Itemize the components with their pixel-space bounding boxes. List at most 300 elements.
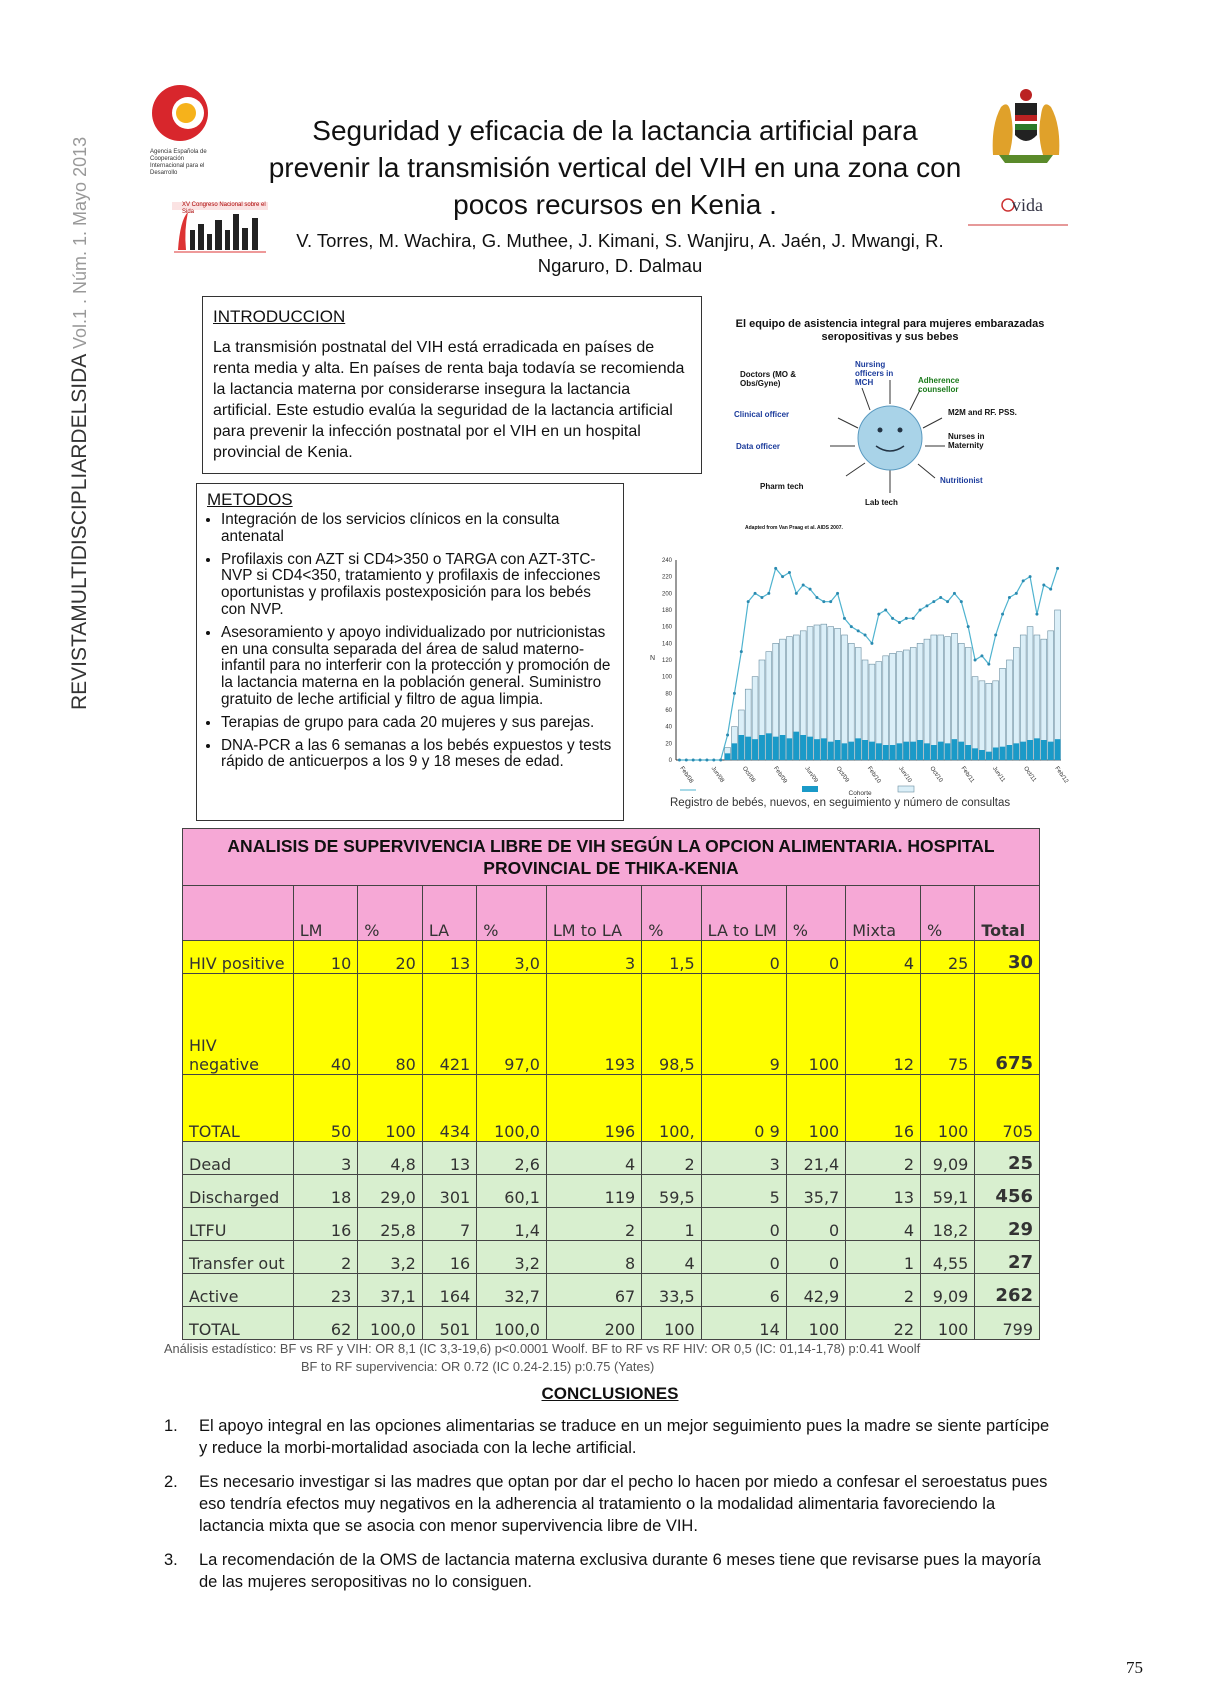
bar-nuevos bbox=[869, 742, 875, 760]
table-cell: 100, bbox=[642, 1075, 701, 1142]
table-cell: 33,5 bbox=[642, 1274, 701, 1307]
bar-nuevos bbox=[848, 742, 854, 760]
point-consultas bbox=[836, 592, 839, 595]
table-cell: 40 bbox=[293, 974, 358, 1075]
point-consultas bbox=[685, 759, 688, 762]
bar-seguimiento bbox=[1020, 635, 1026, 760]
table-cell: 3,2 bbox=[477, 1241, 547, 1274]
y-tick-label: 160 bbox=[661, 624, 672, 631]
table-header: LM bbox=[293, 886, 358, 941]
point-consultas bbox=[767, 592, 770, 595]
table-cell: 196 bbox=[546, 1075, 641, 1142]
table-cell: 13 bbox=[422, 941, 476, 974]
table-cell: 62 bbox=[293, 1307, 358, 1340]
table-cell: 100 bbox=[358, 1075, 423, 1142]
point-consultas bbox=[987, 663, 990, 666]
x-tick-label: Jun/08 bbox=[709, 765, 725, 784]
table-cell: 67 bbox=[546, 1274, 641, 1307]
table-cell: 2 bbox=[846, 1274, 921, 1307]
table-cell: 35,7 bbox=[786, 1175, 845, 1208]
table-cell: 2 bbox=[293, 1241, 358, 1274]
bar-seguimiento bbox=[979, 681, 985, 760]
bar-nuevos bbox=[1048, 742, 1054, 760]
table-cell: 80 bbox=[358, 974, 423, 1075]
point-consultas bbox=[754, 592, 757, 595]
row-label: TOTAL bbox=[183, 1307, 294, 1340]
table-header: % bbox=[477, 886, 547, 941]
table-cell: 200 bbox=[546, 1307, 641, 1340]
table-cell: 12 bbox=[846, 974, 921, 1075]
bar-nuevos bbox=[752, 739, 758, 760]
team-label: Doctors (MO & Obs/Gyne) bbox=[740, 370, 796, 388]
bar-nuevos bbox=[738, 735, 744, 760]
point-consultas bbox=[1008, 596, 1011, 599]
table-cell: 6 bbox=[701, 1274, 786, 1307]
table-cell: 75 bbox=[921, 974, 975, 1075]
point-consultas bbox=[905, 617, 908, 620]
y-tick-label: 220 bbox=[661, 574, 672, 581]
introduction-text: La transmisión postnatal del VIH está erradicada en países de renta media y alta. En países de renta baja todavía se recomienda la lactancia materna por considerarse insegura la lactancia artificial. Este estudio evalúa la seguridad de la lactancia artificial para prevenir la infección postnatal por el VIH en un hospital provincial de Kenia. bbox=[213, 339, 685, 461]
chart-caption: Registro de bebés, nuevos, en seguimiento y número de consultas bbox=[670, 797, 1011, 809]
conclusion-text: La recomendación de la OMS de lactancia materna exclusiva durante 6 meses tiene que revisarse pues la mayoría de las mujeres seropositivas no lo consiguen. bbox=[199, 1551, 1041, 1591]
table-cell: 501 bbox=[422, 1307, 476, 1340]
table-header: % bbox=[786, 886, 845, 941]
table-cell: 100 bbox=[921, 1307, 975, 1340]
vida-text: vida bbox=[1012, 195, 1043, 215]
bar-nuevos bbox=[1007, 745, 1013, 760]
kenya-coat-of-arms bbox=[985, 85, 1067, 165]
bar-nuevos bbox=[793, 732, 799, 760]
stats-line: Análisis estadístico: BF vs RF y VIH: OR 8,1 (IC 3,3-19,6) p<0.0001 Woolf. BF to RF vs RF HIV: OR 0,5 (IC: 01,14-1,78) p:0.41 Woolf bbox=[164, 1341, 921, 1356]
point-consultas bbox=[822, 600, 825, 603]
table-cell: 100 bbox=[786, 974, 845, 1075]
table-cell: 4 bbox=[642, 1241, 701, 1274]
table-cell: 421 bbox=[422, 974, 476, 1075]
survival-table bbox=[182, 828, 1040, 1340]
conclusion-item bbox=[164, 1471, 1054, 1537]
table-cell: 100 bbox=[786, 1075, 845, 1142]
table-cell: 5 bbox=[701, 1175, 786, 1208]
table-header: Mixta bbox=[846, 886, 921, 941]
point-consultas bbox=[925, 604, 928, 607]
bar-nuevos bbox=[807, 737, 813, 760]
statistical-analysis bbox=[164, 1340, 1064, 1376]
x-tick-label: Oct/09 bbox=[834, 765, 850, 784]
point-consultas bbox=[843, 617, 846, 620]
congreso-logo bbox=[170, 200, 270, 270]
point-consultas bbox=[912, 617, 915, 620]
table-cell: 42,9 bbox=[786, 1274, 845, 1307]
table-row bbox=[183, 1175, 1040, 1208]
vida-logo bbox=[968, 193, 1068, 233]
point-consultas bbox=[864, 634, 867, 637]
methods-item: • Asesoramiento y apoyo individualizado por nutricionistas en una consulta separada del área de salud materno-infantil para no interferir con la protección y promoción de la lactancia materna en la población general. Suministro gratuito de leche artificial y filtro de agua limpia. bbox=[221, 625, 613, 709]
aecid-text: Agencia Española de Cooperación Internacional para el Desarrollo bbox=[150, 149, 207, 176]
x-tick-label: Feb/10 bbox=[865, 765, 882, 785]
x-tick-label: Oct/08 bbox=[740, 765, 756, 784]
bar-nuevos bbox=[835, 740, 841, 760]
bar-nuevos bbox=[876, 743, 882, 760]
team-source: Adapted from Van Praag et al. AIDS 2007. bbox=[745, 525, 843, 531]
bar-nuevos bbox=[1020, 742, 1026, 760]
y-tick-label: 20 bbox=[665, 741, 672, 748]
table-cell: 4 bbox=[846, 941, 921, 974]
table-cell: 32,7 bbox=[477, 1274, 547, 1307]
methods-item: • DNA-PCR a las 6 semanas a los bebés expuestos y tests rápido de anticuerpos a los 9 y 18 meses de edad. bbox=[221, 738, 613, 772]
table-cell: 1 bbox=[846, 1241, 921, 1274]
table-cell: 4,8 bbox=[358, 1142, 423, 1175]
bar-seguimiento bbox=[945, 637, 951, 760]
bar-nuevos bbox=[1027, 740, 1033, 760]
bar-seguimiento bbox=[965, 648, 971, 761]
y-tick-label: 60 bbox=[665, 708, 672, 714]
row-label: Discharged bbox=[183, 1175, 294, 1208]
y-tick-label: 80 bbox=[665, 691, 672, 698]
point-consultas bbox=[974, 659, 977, 662]
table-cell: 25,8 bbox=[358, 1208, 423, 1241]
table-cell: 301 bbox=[422, 1175, 476, 1208]
bar-nuevos bbox=[1013, 743, 1019, 760]
table-cell: 37,1 bbox=[358, 1274, 423, 1307]
table-cell: 0 bbox=[786, 941, 845, 974]
row-label: TOTAL bbox=[183, 1075, 294, 1142]
introduction-box bbox=[202, 296, 702, 474]
point-consultas bbox=[967, 625, 970, 628]
table-cell: 2 bbox=[546, 1208, 641, 1241]
point-consultas bbox=[781, 575, 784, 578]
team-label: Nurses in Maternity bbox=[948, 432, 985, 450]
point-consultas bbox=[733, 692, 736, 695]
bar-nuevos bbox=[759, 735, 765, 760]
conclusion-number: 3. bbox=[164, 1551, 178, 1569]
team-label: Nursing officers in MCH bbox=[855, 360, 894, 387]
y-tick-label: 100 bbox=[661, 674, 672, 681]
aecid-logo bbox=[150, 82, 220, 182]
table-header bbox=[183, 886, 294, 941]
table-row bbox=[183, 1208, 1040, 1241]
stats-line: BF to RF supervivencia: OR 0.72 (IC 0.24-2.15) p:0.75 (Yates) bbox=[301, 1359, 655, 1374]
table-cell: 119 bbox=[546, 1175, 641, 1208]
point-consultas bbox=[898, 621, 901, 624]
x-tick-label: Feb/12 bbox=[1053, 765, 1069, 785]
bar-seguimiento bbox=[924, 639, 930, 760]
table-header: % bbox=[642, 886, 701, 941]
table-cell: 59,5 bbox=[642, 1175, 701, 1208]
table-header: LM to LA bbox=[546, 886, 641, 941]
y-tick-label: 180 bbox=[661, 608, 672, 614]
bar-seguimiento bbox=[972, 677, 978, 760]
point-consultas bbox=[870, 642, 873, 645]
row-total: 675 bbox=[975, 974, 1040, 1075]
table-cell: 50 bbox=[293, 1075, 358, 1142]
bar-seguimiento bbox=[883, 656, 889, 760]
point-consultas bbox=[953, 592, 956, 595]
point-consultas bbox=[788, 571, 791, 574]
bar-nuevos bbox=[938, 742, 944, 760]
table-cell: 59,1 bbox=[921, 1175, 975, 1208]
bar-nuevos bbox=[787, 738, 793, 760]
row-total: 799 bbox=[975, 1307, 1040, 1340]
journal-name: REVISTAMULTIDISCIPLIARDELSIDA bbox=[68, 354, 91, 710]
bar-nuevos bbox=[903, 742, 909, 760]
table-cell: 25 bbox=[921, 941, 975, 974]
point-consultas bbox=[1001, 613, 1004, 616]
bar-nuevos bbox=[821, 738, 827, 760]
point-consultas bbox=[891, 617, 894, 620]
bar-nuevos bbox=[780, 735, 786, 760]
table-header: LA to LM bbox=[701, 886, 786, 941]
table-cell: 21,4 bbox=[786, 1142, 845, 1175]
table-cell: 100,0 bbox=[477, 1075, 547, 1142]
methods-box bbox=[196, 483, 624, 821]
bar-nuevos bbox=[931, 745, 937, 760]
table-cell: 10 bbox=[293, 941, 358, 974]
point-consultas bbox=[774, 567, 777, 570]
point-consultas bbox=[994, 634, 997, 637]
point-consultas bbox=[980, 654, 983, 657]
row-total: 30 bbox=[975, 941, 1040, 974]
table-header: Total bbox=[975, 886, 1040, 941]
table-cell: 0 bbox=[786, 1241, 845, 1274]
point-consultas bbox=[960, 600, 963, 603]
bar-seguimiento bbox=[1000, 668, 1006, 760]
bar-nuevos bbox=[842, 743, 848, 760]
point-consultas bbox=[815, 596, 818, 599]
bar-nuevos bbox=[1041, 740, 1047, 760]
table-cell: 9,09 bbox=[921, 1142, 975, 1175]
x-tick-label: Oct/11 bbox=[1022, 765, 1037, 784]
y-tick-label: 140 bbox=[661, 641, 672, 648]
table-row bbox=[183, 1241, 1040, 1274]
table-row bbox=[183, 974, 1040, 1075]
table-cell: 434 bbox=[422, 1075, 476, 1142]
point-consultas bbox=[1049, 588, 1052, 591]
point-consultas bbox=[1022, 579, 1025, 582]
bar-seguimiento bbox=[1013, 648, 1019, 761]
table-cell: 23 bbox=[293, 1274, 358, 1307]
table-cell: 1,5 bbox=[642, 941, 701, 974]
point-consultas bbox=[760, 596, 763, 599]
table-cell: 3 bbox=[546, 941, 641, 974]
methods-heading: METODOS bbox=[207, 490, 293, 509]
table-cell: 100 bbox=[642, 1307, 701, 1340]
bar-seguimiento bbox=[828, 627, 834, 760]
table-header: % bbox=[921, 886, 975, 941]
bar-nuevos bbox=[890, 745, 896, 760]
bar-nuevos bbox=[862, 740, 868, 760]
table-row bbox=[183, 1307, 1040, 1340]
table-cell: 0 bbox=[701, 1208, 786, 1241]
x-axis-label: Cohorte bbox=[848, 790, 872, 795]
point-consultas bbox=[802, 584, 805, 587]
point-consultas bbox=[939, 596, 942, 599]
team-label: M2M and RF. PSS. bbox=[948, 408, 1017, 417]
team-label: Nutritionist bbox=[940, 476, 983, 485]
point-consultas bbox=[692, 759, 695, 762]
x-tick-label: Jun/11 bbox=[990, 765, 1006, 784]
table-cell: 16 bbox=[846, 1075, 921, 1142]
table-cell: 16 bbox=[422, 1241, 476, 1274]
bar-nuevos bbox=[917, 740, 923, 760]
table-cell: 2 bbox=[846, 1142, 921, 1175]
table-cell: 9 bbox=[701, 974, 786, 1075]
legend-swatch-seguimiento bbox=[898, 786, 914, 792]
x-tick-label: Feb/08 bbox=[678, 765, 694, 785]
cohort-chart bbox=[640, 550, 1070, 810]
table-header: LA bbox=[422, 886, 476, 941]
row-total: 29 bbox=[975, 1208, 1040, 1241]
table-row bbox=[183, 1274, 1040, 1307]
team-label: Lab tech bbox=[865, 498, 898, 507]
table-cell: 193 bbox=[546, 974, 641, 1075]
bar-nuevos bbox=[993, 748, 999, 761]
legend-swatch-nuevos bbox=[802, 786, 818, 792]
table-cell: 3,2 bbox=[358, 1241, 423, 1274]
team-diagram-graphic bbox=[720, 318, 1060, 543]
point-consultas bbox=[857, 629, 860, 632]
bar-seguimiento bbox=[890, 653, 896, 760]
conclusion-number: 2. bbox=[164, 1473, 178, 1491]
x-tick-label: Jun/10 bbox=[897, 765, 913, 784]
table-row bbox=[183, 941, 1040, 974]
point-consultas bbox=[712, 759, 715, 762]
table-cell: 1 bbox=[642, 1208, 701, 1241]
bar-seguimiento bbox=[842, 635, 848, 760]
bar-nuevos bbox=[965, 745, 971, 760]
care-team-diagram bbox=[720, 318, 1060, 543]
introduction-heading: INTRODUCCION bbox=[213, 307, 346, 326]
table-cell: 2 bbox=[642, 1142, 701, 1175]
point-consultas bbox=[1056, 567, 1059, 570]
conclusions-list bbox=[164, 1415, 1054, 1605]
table-row bbox=[183, 1075, 1040, 1142]
table-cell: 22 bbox=[846, 1307, 921, 1340]
table-cell: 0 9 bbox=[701, 1075, 786, 1142]
conclusion-text: El apoyo integral en las opciones alimentarias se traduce en un mejor seguimiento pues la madre se siente partícipe y reduce la morbi-mortalidad asociada con la leche artificial. bbox=[199, 1417, 1050, 1457]
table-cell: 16 bbox=[293, 1208, 358, 1241]
bar-seguimiento bbox=[931, 635, 937, 760]
bar-nuevos bbox=[855, 738, 861, 760]
table-row bbox=[183, 1142, 1040, 1175]
journal-volume: Vol.1 . Núm. 1. Mayo 2013 bbox=[70, 136, 90, 349]
point-consultas bbox=[795, 592, 798, 595]
table-header: % bbox=[358, 886, 423, 941]
authors: V. Torres, M. Wachira, G. Muthee, J. Kimani, S. Wanjiru, A. Jaén, J. Mwangi, R. Ngaruro, D. Dalmau bbox=[296, 230, 944, 276]
bar-nuevos bbox=[725, 753, 731, 760]
point-consultas bbox=[809, 588, 812, 591]
row-label: Active bbox=[183, 1274, 294, 1307]
table-cell: 100,0 bbox=[477, 1307, 547, 1340]
team-label: Adherence counsellor bbox=[918, 376, 960, 394]
x-tick-label: Oct/10 bbox=[928, 765, 944, 784]
row-label: Dead bbox=[183, 1142, 294, 1175]
table-cell: 98,5 bbox=[642, 974, 701, 1075]
point-consultas bbox=[829, 600, 832, 603]
table-cell: 3 bbox=[293, 1142, 358, 1175]
bar-nuevos bbox=[924, 743, 930, 760]
row-total: 456 bbox=[975, 1175, 1040, 1208]
point-consultas bbox=[705, 759, 708, 762]
conclusions-heading: CONCLUSIONES bbox=[541, 1384, 679, 1403]
x-tick-label: Feb/11 bbox=[959, 765, 975, 785]
table-cell: 100 bbox=[786, 1307, 845, 1340]
table-cell: 13 bbox=[422, 1142, 476, 1175]
team-diagram-title: El equipo de asistencia integral para mujeres embarazadas seropositivas y sus bebes bbox=[735, 318, 1045, 343]
conclusion-text: Es necesario investigar si las madres que optan por dar el pecho lo hacen por miedo a confesar el seroestatus pues eso tendría efectos muy negativos en la adherencia al tratamiento o la modalidad alimentaria favoreciendo la lactancia mixta que se asocia con menor supervivencia libre de VIH. bbox=[199, 1473, 1048, 1535]
table-cell: 0 bbox=[786, 1208, 845, 1241]
table-cell: 7 bbox=[422, 1208, 476, 1241]
point-consultas bbox=[726, 734, 729, 737]
conclusion-item bbox=[164, 1415, 1054, 1459]
methods-list bbox=[207, 512, 613, 771]
bar-seguimiento bbox=[1048, 631, 1054, 760]
table-cell: 3 bbox=[701, 1142, 786, 1175]
table-cell: 60,1 bbox=[477, 1175, 547, 1208]
row-label: LTFU bbox=[183, 1208, 294, 1241]
table-cell: 3,0 bbox=[477, 941, 547, 974]
table-cell: 18,2 bbox=[921, 1208, 975, 1241]
table-cell: 0 bbox=[701, 1241, 786, 1274]
table-cell: 1,4 bbox=[477, 1208, 547, 1241]
bar-nuevos bbox=[910, 742, 916, 760]
bar-nuevos bbox=[745, 737, 751, 760]
table-cell: 100,0 bbox=[358, 1307, 423, 1340]
point-consultas bbox=[1029, 575, 1032, 578]
row-label: Transfer out bbox=[183, 1241, 294, 1274]
bar-seguimiento bbox=[1055, 610, 1061, 760]
team-label: Pharm tech bbox=[760, 482, 804, 491]
table-cell: 4 bbox=[546, 1142, 641, 1175]
y-axis-label: N bbox=[650, 655, 656, 662]
bar-nuevos bbox=[766, 733, 772, 760]
table-cell: 0 bbox=[701, 941, 786, 974]
bar-seguimiento bbox=[938, 635, 944, 760]
bar-nuevos bbox=[952, 739, 958, 760]
table-cell: 4,55 bbox=[921, 1241, 975, 1274]
row-total: 25 bbox=[975, 1142, 1040, 1175]
bar-seguimiento bbox=[986, 683, 992, 760]
conclusion-item bbox=[164, 1549, 1054, 1593]
bar-nuevos bbox=[945, 743, 951, 760]
point-consultas bbox=[850, 625, 853, 628]
x-tick-label: Jun/09 bbox=[803, 765, 819, 784]
methods-item: • Terapias de grupo para cada 20 mujeres y sus parejas. bbox=[221, 715, 613, 732]
cohort-chart-svg bbox=[640, 550, 1070, 795]
point-consultas bbox=[877, 613, 880, 616]
table-cell: 2,6 bbox=[477, 1142, 547, 1175]
poster-title: Seguridad y eficacia de la lactancia artificial para prevenir la transmisión vertical del VIH en una zona con pocos recursos en Kenia . bbox=[268, 115, 962, 220]
y-tick-label: 40 bbox=[665, 724, 672, 731]
point-consultas bbox=[699, 759, 702, 762]
bar-nuevos bbox=[828, 742, 834, 760]
team-label: Clinical officer bbox=[734, 410, 790, 419]
y-tick-label: 240 bbox=[661, 558, 672, 564]
bar-nuevos bbox=[773, 737, 779, 760]
table-title: ANALISIS DE SUPERVIVENCIA LIBRE DE VIH SEGÚN LA OPCION ALIMENTARIA. HOSPITAL PROVINCIAL DE THIKA-KENIA bbox=[183, 829, 1040, 886]
conclusion-number: 1. bbox=[164, 1417, 178, 1435]
table-cell: 8 bbox=[546, 1241, 641, 1274]
point-consultas bbox=[1042, 584, 1045, 587]
point-consultas bbox=[884, 609, 887, 612]
row-total: 705 bbox=[975, 1075, 1040, 1142]
methods-item: • Profilaxis con AZT si CD4>350 o TARGA con AZT-3TC-NVP si CD4<350, tratamiento y profilaxis de infecciones oportunistas y profilaxis postexposición para los bebés con NVP. bbox=[221, 552, 613, 619]
point-consultas bbox=[919, 609, 922, 612]
row-total: 27 bbox=[975, 1241, 1040, 1274]
table-cell: 9,09 bbox=[921, 1274, 975, 1307]
team-label: Data officer bbox=[736, 442, 781, 451]
bar-nuevos bbox=[800, 735, 806, 760]
bar-nuevos bbox=[972, 748, 978, 760]
